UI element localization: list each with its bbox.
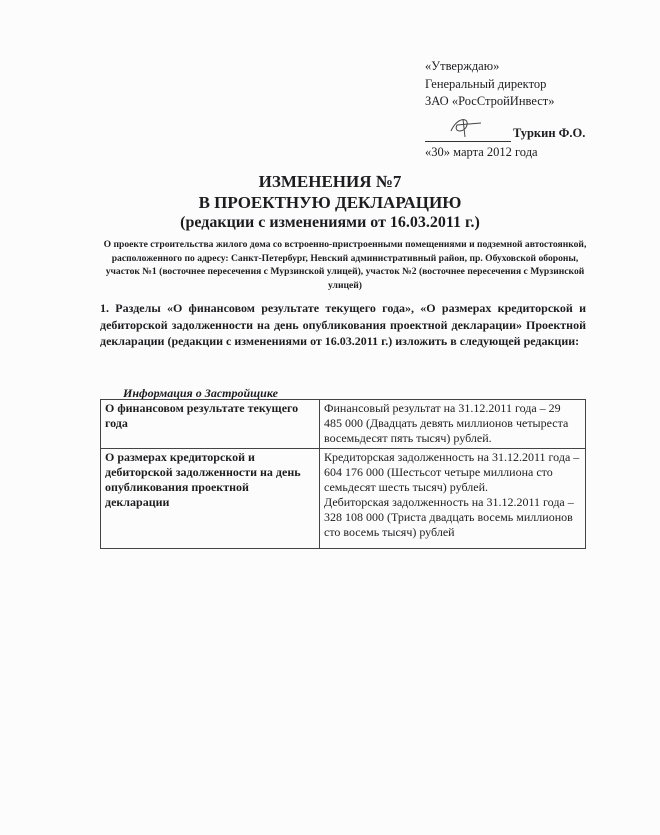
document-title-line2: В ПРОЕКТНУЮ ДЕКЛАРАЦИЮ xyxy=(198,193,462,212)
approval-date: «30» марта 2012 года xyxy=(425,145,538,159)
creditor-debt: Кредиторская задолженность на 31.12.2011 года – 604 176 000 (Шестьсот четыре миллиона сто семьдесят шесть тысяч) рублей. xyxy=(324,450,580,494)
approval-label: «Утверждаю» xyxy=(425,59,500,73)
row-value xyxy=(320,449,586,549)
document-edition: (редакции с изменениями от 16.03.2011 г.) xyxy=(180,214,480,231)
debtor-debt: Дебиторская задолженность на 31.12.2011 года – 328 108 000 (Триста двадцать восемь миллионов сто восемь тысяч) рублей xyxy=(324,495,574,539)
signature-line xyxy=(425,125,585,143)
developer-info-table xyxy=(100,399,586,549)
row-value xyxy=(320,400,586,449)
table-row xyxy=(101,400,586,449)
amendment-paragraph: 1. Разделы «О финансовом результате текущего года», «О размерах кредиторской и дебиторской задолженности на день опубликования проектной декларации» Проектной декларации (редакции с изменениями от 16.03.2011 г.) изложить в следующей редакции: xyxy=(100,301,586,348)
table-row xyxy=(101,449,586,549)
approval-block xyxy=(425,58,585,162)
table-caption: Информация о Застройщике xyxy=(123,386,278,400)
row-key: О финансовом результате текущего года xyxy=(101,400,320,449)
row-key: О размерах кредиторской и дебиторской задолженности на день опубликования проектной декларации xyxy=(101,449,320,549)
approver-company: ЗАО «РосСтройИнвест» xyxy=(425,94,555,108)
approver-position: Генеральный директор xyxy=(425,76,547,91)
signer-name: Туркин Ф.О. xyxy=(513,125,586,140)
project-description: О проекте строительства жилого дома со встроенно-пристроенными помещениями и подземной автостоянкой, расположенного по адресу: Санкт-Петербург, Невский административный район, пр. Обуховской обороны, участок №1 (восточнее пересечения с Мурзинской улицей), участок №2 (восточнее пересечения с Мурзинской улицей) xyxy=(103,239,587,291)
handwritten-signature-icon xyxy=(447,115,487,139)
signature-blank xyxy=(425,125,511,142)
document-title: ИЗМЕНЕНИЯ №7 xyxy=(258,172,402,191)
financial-result: Финансовый результат на 31.12.2011 года – 29 485 000 (Двадцать девять миллионов четыреста восемьдесят пять тысяч) рублей. xyxy=(324,401,569,445)
